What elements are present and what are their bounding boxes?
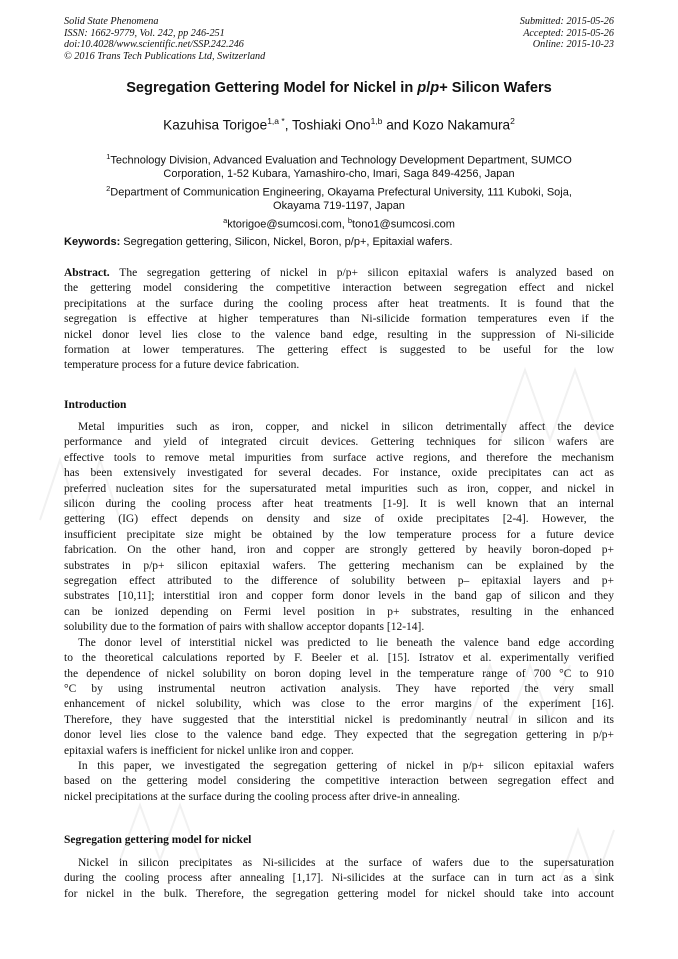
journal-doi: doi:10.4028/www.scientific.net/SSP.242.246 (64, 39, 244, 51)
intro-paragraph-1: Metal impurities such as iron, copper, and nickel in silicon detrimentally affect the device performance and yield of integrated circuit devices. Gettering techniques for silicon wafers are effective tools to remove metal impurities from surface active regions, and therefore the mechanism has been extensively investigated for several decades. For instance, oxide precipitates can act as preferred nucleation sites for the supersaturated metal impurities such as iron, copper, and nickel in silicon during the cooling process after heat treatments [1-9]. It is well known that an internal gettering (IG) effect depends on density and size of oxide precipitates [2-4]. However, the insufficient precipitate size might be obtained by the low temperature process for a future device fabrication. On the other hand, iron and copper are strongly gettered by heavily boron-doped p+ substrates in p/p+ silicon epitaxial wafers. The gettering mechanism can be explained by the segregation effect attributed to the difference of solubility between p– epitaxial layers and p+ substrates [10,11]; interstitial iron and copper form donor levels in the band gap of silicon and they can be ionized depending on Fermi level position in p+ substrates, resulting in the enhanced solubility due to the formation of pairs with shallow acceptor dopants [12-14]. The donor level of interstitial nickel was predicted to lie beneath the valence band edge according to the theoretical calculations reported by F. Beeler et al. [15]. Istratov et al. experimentally verified the dependence of nickel solubility on boron doping level in the temperature range of 700 °C to 910 °C by using instrumental neutron activation analysis. They have reported the very small enhancement of nickel solubility, which was close to the error margins of the experiment [16]. Therefore, they have suggested that the interstitial nickel is predominantly neutral in silicon and its donor level lies close to the valence band edge. They expected that the segregation gettering in p/p+ epitaxial wafers is inefficient for nickel unlike iron and copper. In this paper, we investigated the segregation gettering of nickel in p/p+ silicon epitaxial wafers based on the gettering model considering the competitive interaction between segregation effect and nickel precipitations at the surface during the cooling process after drive-in annealing. (64, 421, 614, 803)
abstract-label: Abstract. (64, 267, 110, 279)
affiliations (64, 150, 614, 232)
affiliation-1-cont: Corporation, 1-52 Kubara, Yamashiro-cho, Imari, Saga 849-4256, Japan (163, 168, 515, 181)
author-name: Toshiaki Ono (292, 117, 371, 133)
journal-info (64, 16, 265, 62)
section-heading-model: Segregation gettering model for nickel (64, 834, 252, 846)
author-name: Kozo Nakamura (412, 117, 511, 133)
affiliation-1: $^1$Technology Division, Advanced Evaluation and Technology Development Department, SUMCO (106, 152, 572, 167)
keywords: Keywords: Segregation gettering, Silicon, Nickel, Boron, p/p+, Epitaxial wafers. (64, 236, 453, 248)
journal-issn: ISSN: 1662-9779, Vol. 242, pp 246-251 (64, 27, 225, 39)
affiliation-2: $^2$Department of Communication Engineering, Okayama Prefectural University, 111 Kuboki, Soja, (106, 184, 572, 199)
submission-dates (520, 16, 614, 51)
affiliation-2-cont: Okayama 719-1197, Japan (273, 200, 405, 213)
author-list: Kazuhisa Torigoe$^{1,a *}$, Toshiaki Ono$^{1,b}$ and Kozo Nakamura$^2$ (163, 116, 515, 133)
author-name: Kazuhisa Torigoe (163, 117, 268, 133)
paper-title: Segregation Gettering Model for Nickel in p/p+ Silicon Wafers (126, 80, 552, 96)
author-emails: $^a$ktorigoe@sumcosi.com, $^b$tono1@sumcosi.com (223, 216, 455, 231)
section-heading-introduction: Introduction (64, 399, 127, 411)
journal-name: Solid State Phenomena (64, 16, 159, 27)
abstract: Abstract. The segregation gettering of nickel in p/p+ silicon epitaxial wafers is analyzed based on the gettering model considering the competitive interaction between segregation effect and nickel precipitations at the surface during the cooling process after heat treatments. It is found that the segregation is effective at higher temperatures than Ni-silicide formation temperatures even if the nickel donor level lies close to the valence band edge, resulting in the suppression of Ni-silicide formation at lower temperatures. The gettering effect is suggested to be useful for the low temperature process for a future device fabrication. (64, 267, 614, 372)
journal-copyright: © 2016 Trans Tech Publications Ltd, Switzerland (64, 50, 266, 62)
model-paragraph-1: Nickel in silicon precipitates as Ni-silicides at the surface of wafers due to the supersaturation during the cooling process after annealing [1,17]. Ni-silicides at the surface can in turn act as a sink for nickel in the bulk. Therefore, the segregation gettering model for nickel should take into account (64, 857, 614, 900)
online-date: Online: 2015-10-23 (532, 39, 614, 51)
submitted-date: Submitted: 2015-05-26 (519, 16, 614, 27)
accepted-date: Accepted: 2015-05-26 (523, 27, 614, 39)
